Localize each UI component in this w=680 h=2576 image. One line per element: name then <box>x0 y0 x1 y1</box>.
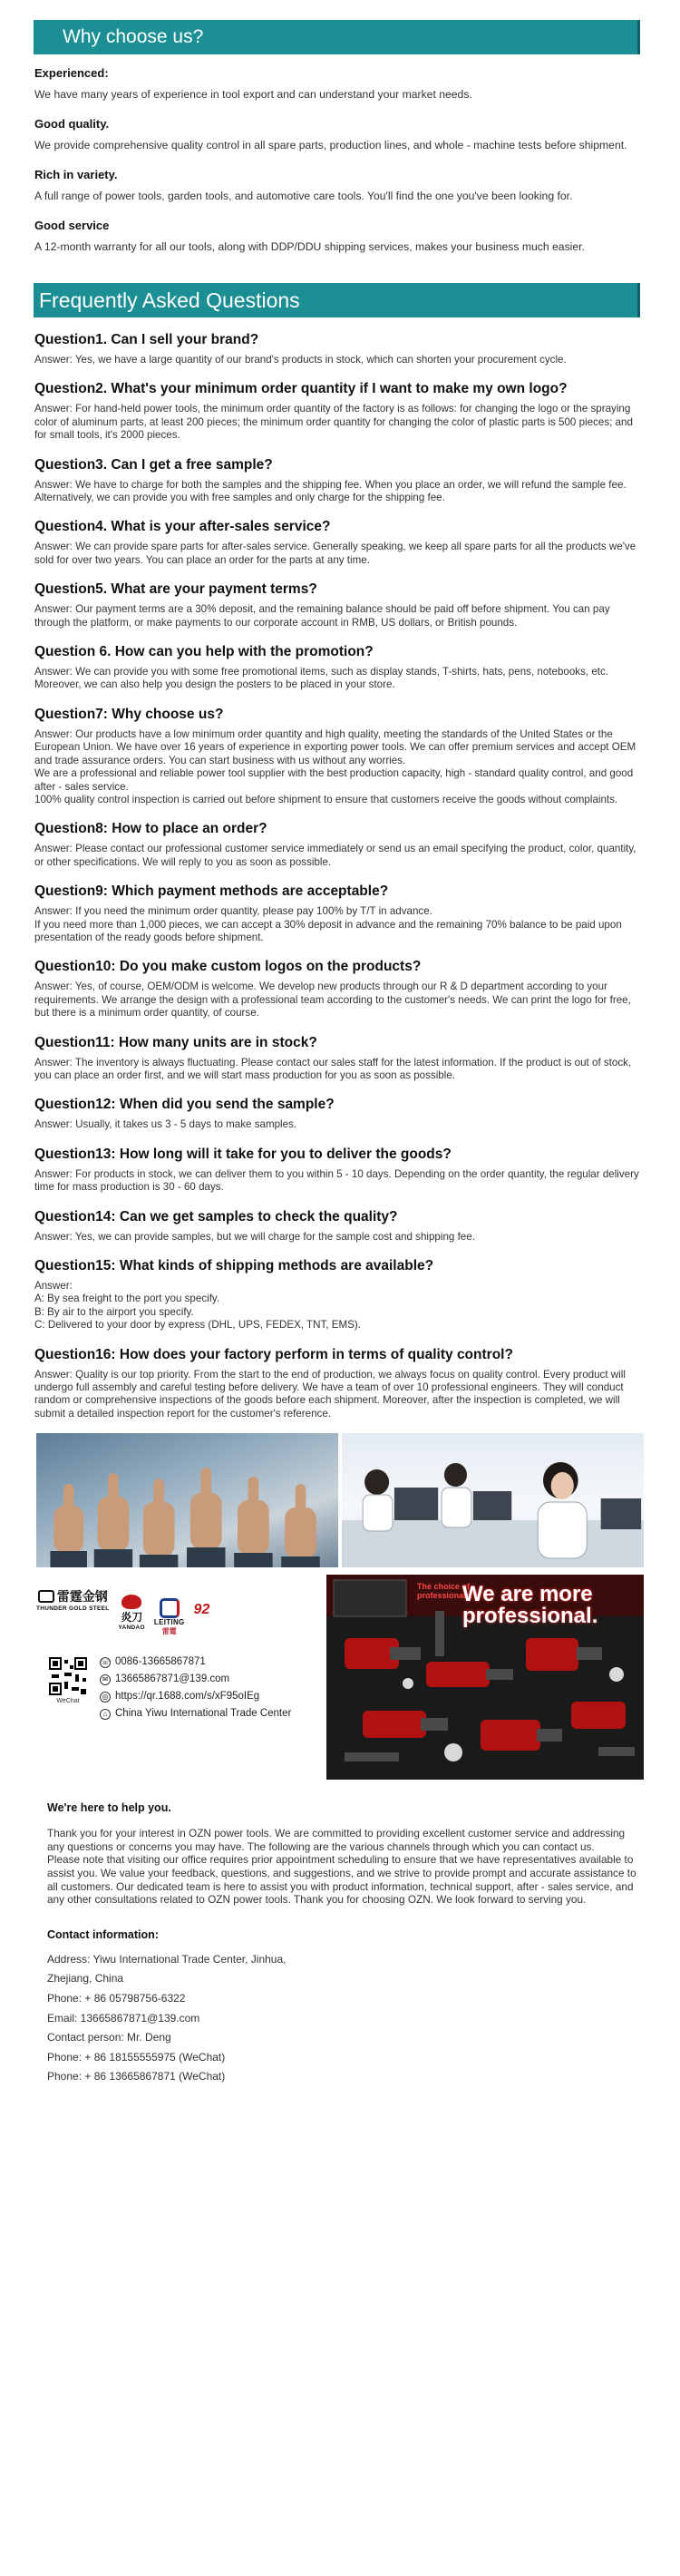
why-item <box>34 219 642 258</box>
customer-service-illustration <box>342 1433 644 1567</box>
contact-list <box>100 1656 291 1725</box>
faq-question: Question14: Can we get samples to check the quality? <box>34 1208 398 1225</box>
yandao-logo <box>119 1595 145 1631</box>
faq-answer-paragraph: Answer: Our products have a low minimum order quantity and high quality, meeting the standards of the United States or the European Union. We have over 16 years of experience in exporting power tools. We can offer premium services and accept OEM and trade assurance orders. You can start business with us without any worries. <box>34 727 636 766</box>
faq-question: Question12: When did you send the sample? <box>34 1097 335 1113</box>
thunder-emblem-icon <box>38 1590 54 1603</box>
faq-answer <box>34 1280 644 1332</box>
help-section <box>47 1801 642 1907</box>
why-item-title: Experienced: <box>34 66 109 80</box>
why-item <box>34 168 642 207</box>
faq-answer-paragraph: Answer: Please contact our professional customer service immediately or send us an email specifying the product, color, quantity, or other specifications. We will reply to you as soon as possible. <box>34 843 636 868</box>
contact-text: 13665867871@139.com <box>115 1673 230 1685</box>
contact-info-title: Contact information: <box>47 1927 159 1941</box>
contact-area <box>36 1656 326 1725</box>
thumbs-up-team-photo <box>36 1433 338 1567</box>
contact-line <box>100 1691 291 1703</box>
faq-answer-paragraph: Answer: The inventory is always fluctuating. Please contact our sales staff for the latest information. If the product is out of stock, you can place an order first, and we will start mass production for you as soon as possible. <box>34 1056 632 1081</box>
faq-answer <box>34 403 644 442</box>
nine-two-logo-text: 92 <box>193 1602 210 1618</box>
faq-answer-paragraph: If you need more than 1,000 pieces, we can accept a 30% deposit in advance and the remaining 70% balance to be paid upon presentation of the ready goods before shipment. <box>34 918 622 943</box>
faq-question: Question13: How long will it take for you to deliver the goods? <box>34 1146 452 1162</box>
help-text <box>47 1827 642 1907</box>
faq-question: Question10: Do you make custom logos on the products? <box>34 959 422 975</box>
faq-answer-paragraph: Answer: We have to charge for both the samples and the shipping fee. When you place an order, we will refund the sample fee. Alternatively, we can provide you with free samples and only charge for the shipping fee. <box>34 478 627 504</box>
promo-headline-line1: We are more <box>462 1582 593 1607</box>
contact-info-section <box>47 1928 642 2087</box>
faq-answer-paragraph: Answer: Usually, it takes us 3 - 5 days to make samples. <box>34 1118 297 1131</box>
faq-answer-paragraph: Answer: If you need the minimum order quantity, please pay 100% by T/T in advance. <box>34 905 432 918</box>
globe-icon: ◎ <box>100 1692 111 1703</box>
why-item <box>34 66 642 105</box>
promo-tagline-line1: The choice of <box>417 1582 471 1592</box>
yandao-logo-en: YANDAO <box>118 1625 145 1632</box>
thunder-gold-steel-logo-text: 雷霆金钢 <box>56 1589 108 1605</box>
faq-answer-paragraph: Answer: Yes, we can provide samples, but we will charge for the sample cost and shipping fee. <box>34 1230 475 1243</box>
promo-headline-line2: professional. <box>462 1604 598 1629</box>
why-item-text: We provide comprehensive quality control in all spare parts, production lines, and whole - machine tests before shipment. <box>34 139 627 151</box>
faq-answer-paragraph: Answer: For products in stock, we can deliver them to you within 5 - 10 days. Depending on the order quantity, the regular delivery time for mass production is 30 - 60 days. <box>34 1167 639 1194</box>
faq-answer <box>34 354 644 366</box>
faq-question: Question8: How to place an order? <box>34 821 267 837</box>
faq-answer <box>34 728 644 806</box>
faq-question: Question9: Which payment methods are acceptable? <box>34 883 389 900</box>
faq-answer <box>34 843 644 869</box>
contact-line <box>100 1708 291 1720</box>
contact-info-lines <box>47 1950 642 2087</box>
qr-caption: WeChat <box>56 1698 80 1705</box>
promo-headline <box>462 1584 597 1627</box>
why-item-text: A 12-month warranty for all our tools, along with DDP/DDU shipping services, makes your business much easier. <box>34 240 585 253</box>
why-item-text: We have many years of experience in tool export and can understand your market needs. <box>34 88 472 101</box>
faq-question: Question5. What are your payment terms? <box>34 581 317 598</box>
faq-question: Question3. Can I get a free sample? <box>34 456 273 473</box>
faq-answer-paragraph: C: Delivered to your door by express (DHL, UPS, FEDEX, TNT, EMS). <box>34 1319 361 1332</box>
faq-section <box>34 331 644 1420</box>
faq-answer-paragraph: Answer: Yes, of course, OEM/ODM is welcome. We develop new products through our R & D department according to your requirements. We arrange the design with a professional team according to the customer's needs. We can print the logo for free, but there is a minimum order quantity, of course. <box>34 981 631 1020</box>
leiting-logo-sub: 雷霆 <box>161 1627 177 1636</box>
mail-icon: ✉ <box>100 1674 111 1685</box>
faq-answer-paragraph: 100% quality control inspection is carried out before shipment to ensure that customers receive the goods without complaints. <box>34 793 618 805</box>
why-item-title: Good quality. <box>34 117 110 131</box>
faq-answer-paragraph: Answer: We can provide spare parts for after-sales service. Generally speaking, we keep all spare parts for all the products we've sold for over two years. You can place an order for the parts at any time. <box>34 541 636 566</box>
leiting-emblem-icon <box>160 1598 180 1618</box>
faq-answer <box>34 541 644 567</box>
faq-answer-paragraph: Answer: Yes, we have a large quantity of our brand's products in stock, which can shorten your procurement cycle. <box>34 354 567 366</box>
thunder-gold-steel-logo-en: THUNDER GOLD STEEL <box>36 1605 110 1613</box>
help-paragraph: Thank you for your interest in OZN power tools. We are committed to providing excellent customer service and addressing any questions or concerns you may have. The following are the various channels through which you can contact us. <box>47 1827 626 1853</box>
contact-info-line: Phone: + 86 13665867871 (WeChat) <box>47 2070 226 2083</box>
faq-answer <box>34 1057 644 1083</box>
yandao-emblem-icon <box>121 1595 141 1609</box>
faq-answer <box>34 1118 644 1131</box>
contact-line <box>100 1673 291 1685</box>
faq-answer <box>34 1168 644 1195</box>
faq-answer-paragraph: Answer: We can provide you with some free promotional items, such as display stands, T-shirts, hats, pens, notebooks, etc. Moreover, we can also help you design the posters to be placed in your store. <box>34 666 609 691</box>
faq-answer <box>34 905 644 944</box>
promo-banner <box>326 1575 644 1780</box>
faq-answer <box>34 666 644 692</box>
wechat-qr-block <box>36 1656 100 1725</box>
faq-question: Question7: Why choose us? <box>34 706 224 722</box>
faq-answer <box>34 981 644 1020</box>
help-title: We're here to help you. <box>47 1801 171 1815</box>
contact-info-line: Email: 13665867871@139.com <box>47 2011 200 2025</box>
qr-code-icon <box>48 1656 88 1696</box>
faq-answer <box>34 479 644 505</box>
faq-question: Question4. What is your after-sales service? <box>34 519 331 535</box>
phone-icon: ☏ <box>101 1658 111 1667</box>
faq-question: Question15: What kinds of shipping methods are available? <box>34 1258 434 1273</box>
contact-info-line: Zhejiang, China <box>47 1972 124 1986</box>
contact-text: 0086-13665867871 <box>115 1656 206 1668</box>
leiting-logo-text: LEITING <box>153 1618 185 1627</box>
brand-logos-and-contacts <box>36 1575 326 1780</box>
why-choose-us-heading: Why choose us? <box>34 20 640 54</box>
faq-question: Question1. Can I sell your brand? <box>34 332 259 347</box>
contact-info-line: Phone: + 86 05798756-6322 <box>47 1992 186 2005</box>
thunder-gold-steel-logo <box>36 1587 110 1612</box>
faq-answer-paragraph: Answer: For hand-held power tools, the minimum order quantity of the factory is as follows: for changing the logo or the spraying color of aluminum parts, at least 200 pieces; the minimum order quantity for changing the color of plastic parts is 500 pieces; and for small tools, it's 2000 pieces. <box>34 403 633 442</box>
faq-question: Question 6. How can you help with the promotion? <box>34 644 374 660</box>
contact-text: China Yiwu International Trade Center <box>115 1708 292 1720</box>
faq-answer-paragraph: Answer: <box>34 1280 73 1292</box>
faq-answer <box>34 1369 644 1421</box>
photo-strip <box>36 1433 644 1567</box>
brand-contact-card <box>36 1575 644 1780</box>
customer-service-team-photo <box>342 1433 644 1567</box>
faq-answer-paragraph: A: By sea freight to the port you specify. <box>34 1293 220 1305</box>
faq-answer-paragraph: Answer: Our payment terms are a 30% deposit, and the remaining balance should be paid off before shipment. You can pay through the platform, or make payments to our corporate account in RMB, US dollars, or British pounds. <box>34 603 610 629</box>
faq-question: Question16: How does your factory perform in terms of quality control? <box>34 1346 513 1362</box>
help-paragraph: Please note that visiting our office requires prior appointment scheduling to ensure that we have representatives available to assist you. We value your feedback, questions, and suggestions, and we strive to provide prompt and accurate assistance to all customers. Our dedicated team is here to assist you with product information, technical support, after - sales service, and any other consultations related to OZN power tools. Thank you for choosing OZN. We look forward to serving you. <box>47 1853 636 1907</box>
faq-question: Question11: How many units are in stock? <box>34 1034 317 1050</box>
why-item-text: A full range of power tools, garden tools, and automotive care tools. You'll find the one you've been looking for. <box>34 190 573 202</box>
contact-info-line: Contact person: Mr. Deng <box>47 2031 171 2044</box>
faq-heading: Frequently Asked Questions <box>34 283 640 317</box>
contact-info-line: Address: Yiwu International Trade Center, Jinhua, <box>47 1952 287 1966</box>
location-icon: ⌂ <box>100 1709 111 1720</box>
leiting-logo <box>154 1598 185 1636</box>
why-item <box>34 117 642 156</box>
faq-answer-paragraph: Answer: Quality is our top priority. From the start to the end of production, we always focus on quality control. Every product will undergo full assembly and careful testing before delivery. We have a team of over 10 professional engineers. They will conduct random or comprehensive inspections of the goods before each shipment. Moreover, after the inspection is completed, we will submit a detailed inspection report for the customer's reference. <box>34 1368 626 1420</box>
brand-logo-row <box>36 1575 326 1636</box>
faq-answer-paragraph: We are a professional and reliable power tool supplier with the best production capacity, high - standard quality control, and good after - sales service. <box>34 767 634 793</box>
why-choose-us-section <box>34 66 642 258</box>
faq-question: Question2. What's your minimum order quantity if I want to make my own logo? <box>34 381 568 397</box>
contact-line <box>100 1656 291 1668</box>
why-item-title: Good service <box>34 219 110 232</box>
thumbs-up-illustration <box>36 1433 338 1567</box>
promo-tagline-line2: professionals. <box>417 1591 473 1601</box>
faq-answer <box>34 1231 644 1244</box>
contact-info-line: Phone: + 86 18155555975 (WeChat) <box>47 2050 226 2064</box>
faq-answer <box>34 603 644 629</box>
nine-two-logo <box>194 1602 210 1618</box>
why-item-title: Rich in variety. <box>34 168 118 181</box>
faq-answer-paragraph: B: By air to the airport you specify. <box>34 1305 194 1318</box>
yandao-logo-text: 炎刀 <box>121 1611 143 1625</box>
contact-text: https://qr.1688.com/s/xF95oIEg <box>115 1691 260 1703</box>
